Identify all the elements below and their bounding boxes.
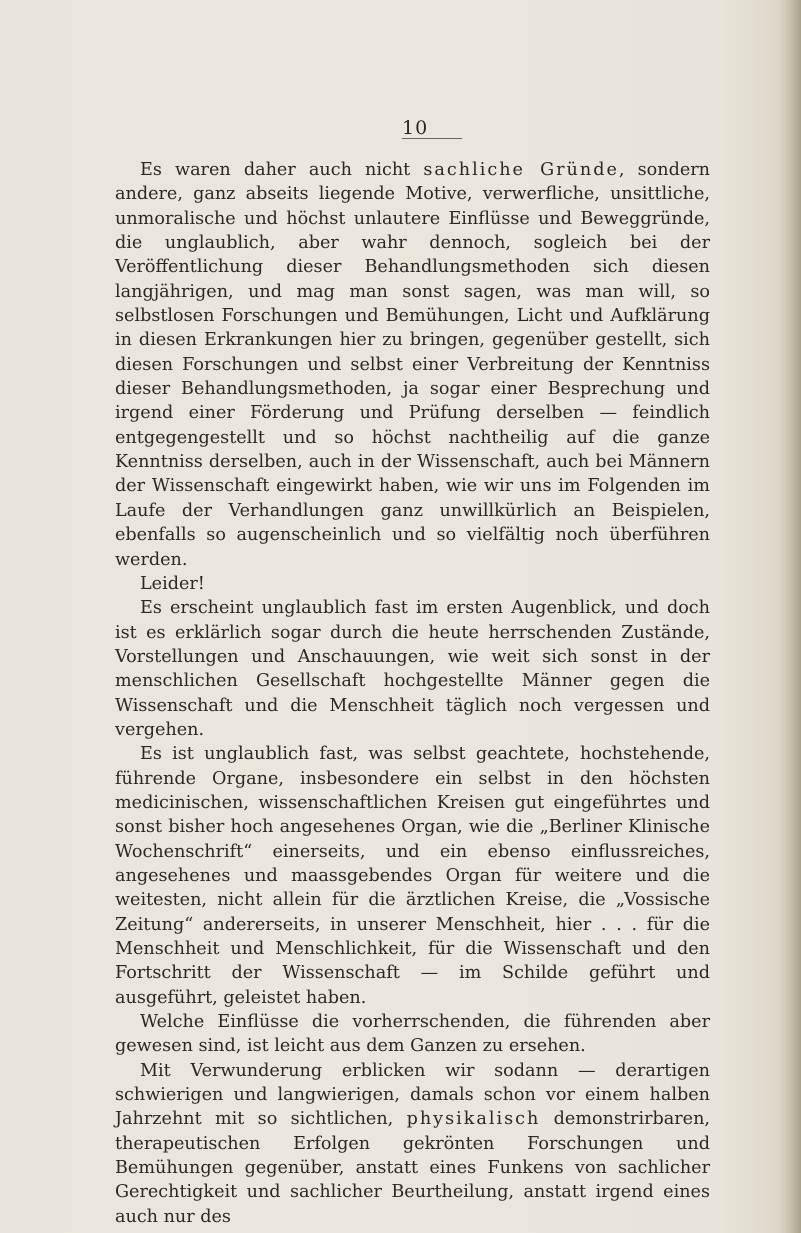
text-run: , sondern andere, ganz abseits liegende Motive, verwerfliche, unsittliche, unmoralische und höchst unlautere Einflüsse und Beweggründe, die unglaublich, aber wahr dennoch, sogleich bei der Veröffentlichung dieser Behandlungsmethoden sich diesen langjährigen, und mag man sonst sagen, was man will, so selbstlosen Forschungen und Bemühungen, Licht und Aufklärung in diesen Erkrankungen hier zu bringen, gegenüber gestellt, sich diesen Forschungen und selbst einer Verbreitung der Kenntniss dieser Behandlungsmethoden, ja sogar einer Besprechung und irgend einer Förderung und Prüfung derselben — feindlich entgegengestellt und so höchst nachtheilig auf die ganze Kenntniss derselben, auch in der Wissenschaft, auch bei Männern der Wissenschaft eingewirkt haben, wie wir uns im Folgenden im Laufe der Verhandlungen ganz unwillkürlich an Beispielen, ebenfalls so augenscheinlich und so vielfältig noch überführen werden.	[115, 160, 710, 570]
paragraph	[115, 572, 710, 596]
body-text	[115, 158, 710, 1229]
text-run: Mit Verwunderung erblicken wir sodann — derartigen schwierigen und langwierigen, damals schon vor einem halben Jahrzehnt mit so sichtlichen,	[115, 1060, 710, 1130]
paragraph	[115, 1010, 710, 1059]
page-edge-shadow	[779, 0, 801, 1233]
paragraph	[115, 596, 710, 742]
text-run: demonstrirbaren, therapeutischen Erfolgen gekrönten Forschungen und Bemühungen gegenüber, anstatt eines Funkens von sachlicher Gerechtigkeit und sachlicher Beurtheilung, anstatt irgend eines auch nur des	[115, 1109, 710, 1227]
text-run-spaced: sachliche Gründe	[423, 160, 619, 180]
page-number: 10	[402, 118, 462, 139]
text-run: Leider!	[140, 573, 205, 594]
paragraph	[115, 1059, 710, 1229]
text-run: Es ist unglaublich fast, was selbst geachtete, hochstehende, führende Organe, insbesondere ein selbst in den höchsten medicinischen, wissenschaftlichen Kreisen gut eingeführtes und sonst bisher hoch angesehenes Organ, wie die „Berliner Klinische Wochenschrift“ einerseits, und ein ebenso einflussreiches, angesehenes und maassgebendes Organ für weitere und die weitesten, nicht allein für die ärztlichen Kreise, die „Vossische Zeitung“ andererseits, in unserer Menschheit, hier . . . für die Menschheit und Menschlichkeit, für die Wissenschaft und den Fortschritt der Wissenschaft — im Schilde geführt und ausgeführt, geleistet haben.	[115, 744, 710, 1008]
text-run: Es waren daher auch nicht	[140, 160, 424, 180]
text-run: Welche Einflüsse die vorherrschenden, die führenden aber gewesen sind, ist leicht aus dem Ganzen zu ersehen.	[115, 1012, 710, 1057]
text-run: Es erscheint unglaublich fast im ersten Augenblick, und doch ist es erklärlich sogar durch die heute herrschenden Zustände, Vorstellungen und Anschauungen, wie weit sich sonst in der menschlichen Gesellschaft hochgestellte Männer gegen die Wissenschaft und die Menschheit täglich noch vergessen und vergehen.	[115, 598, 710, 740]
paragraph	[115, 742, 710, 1010]
text-run-spaced: physikalisch	[406, 1109, 541, 1130]
paragraph	[115, 158, 710, 572]
